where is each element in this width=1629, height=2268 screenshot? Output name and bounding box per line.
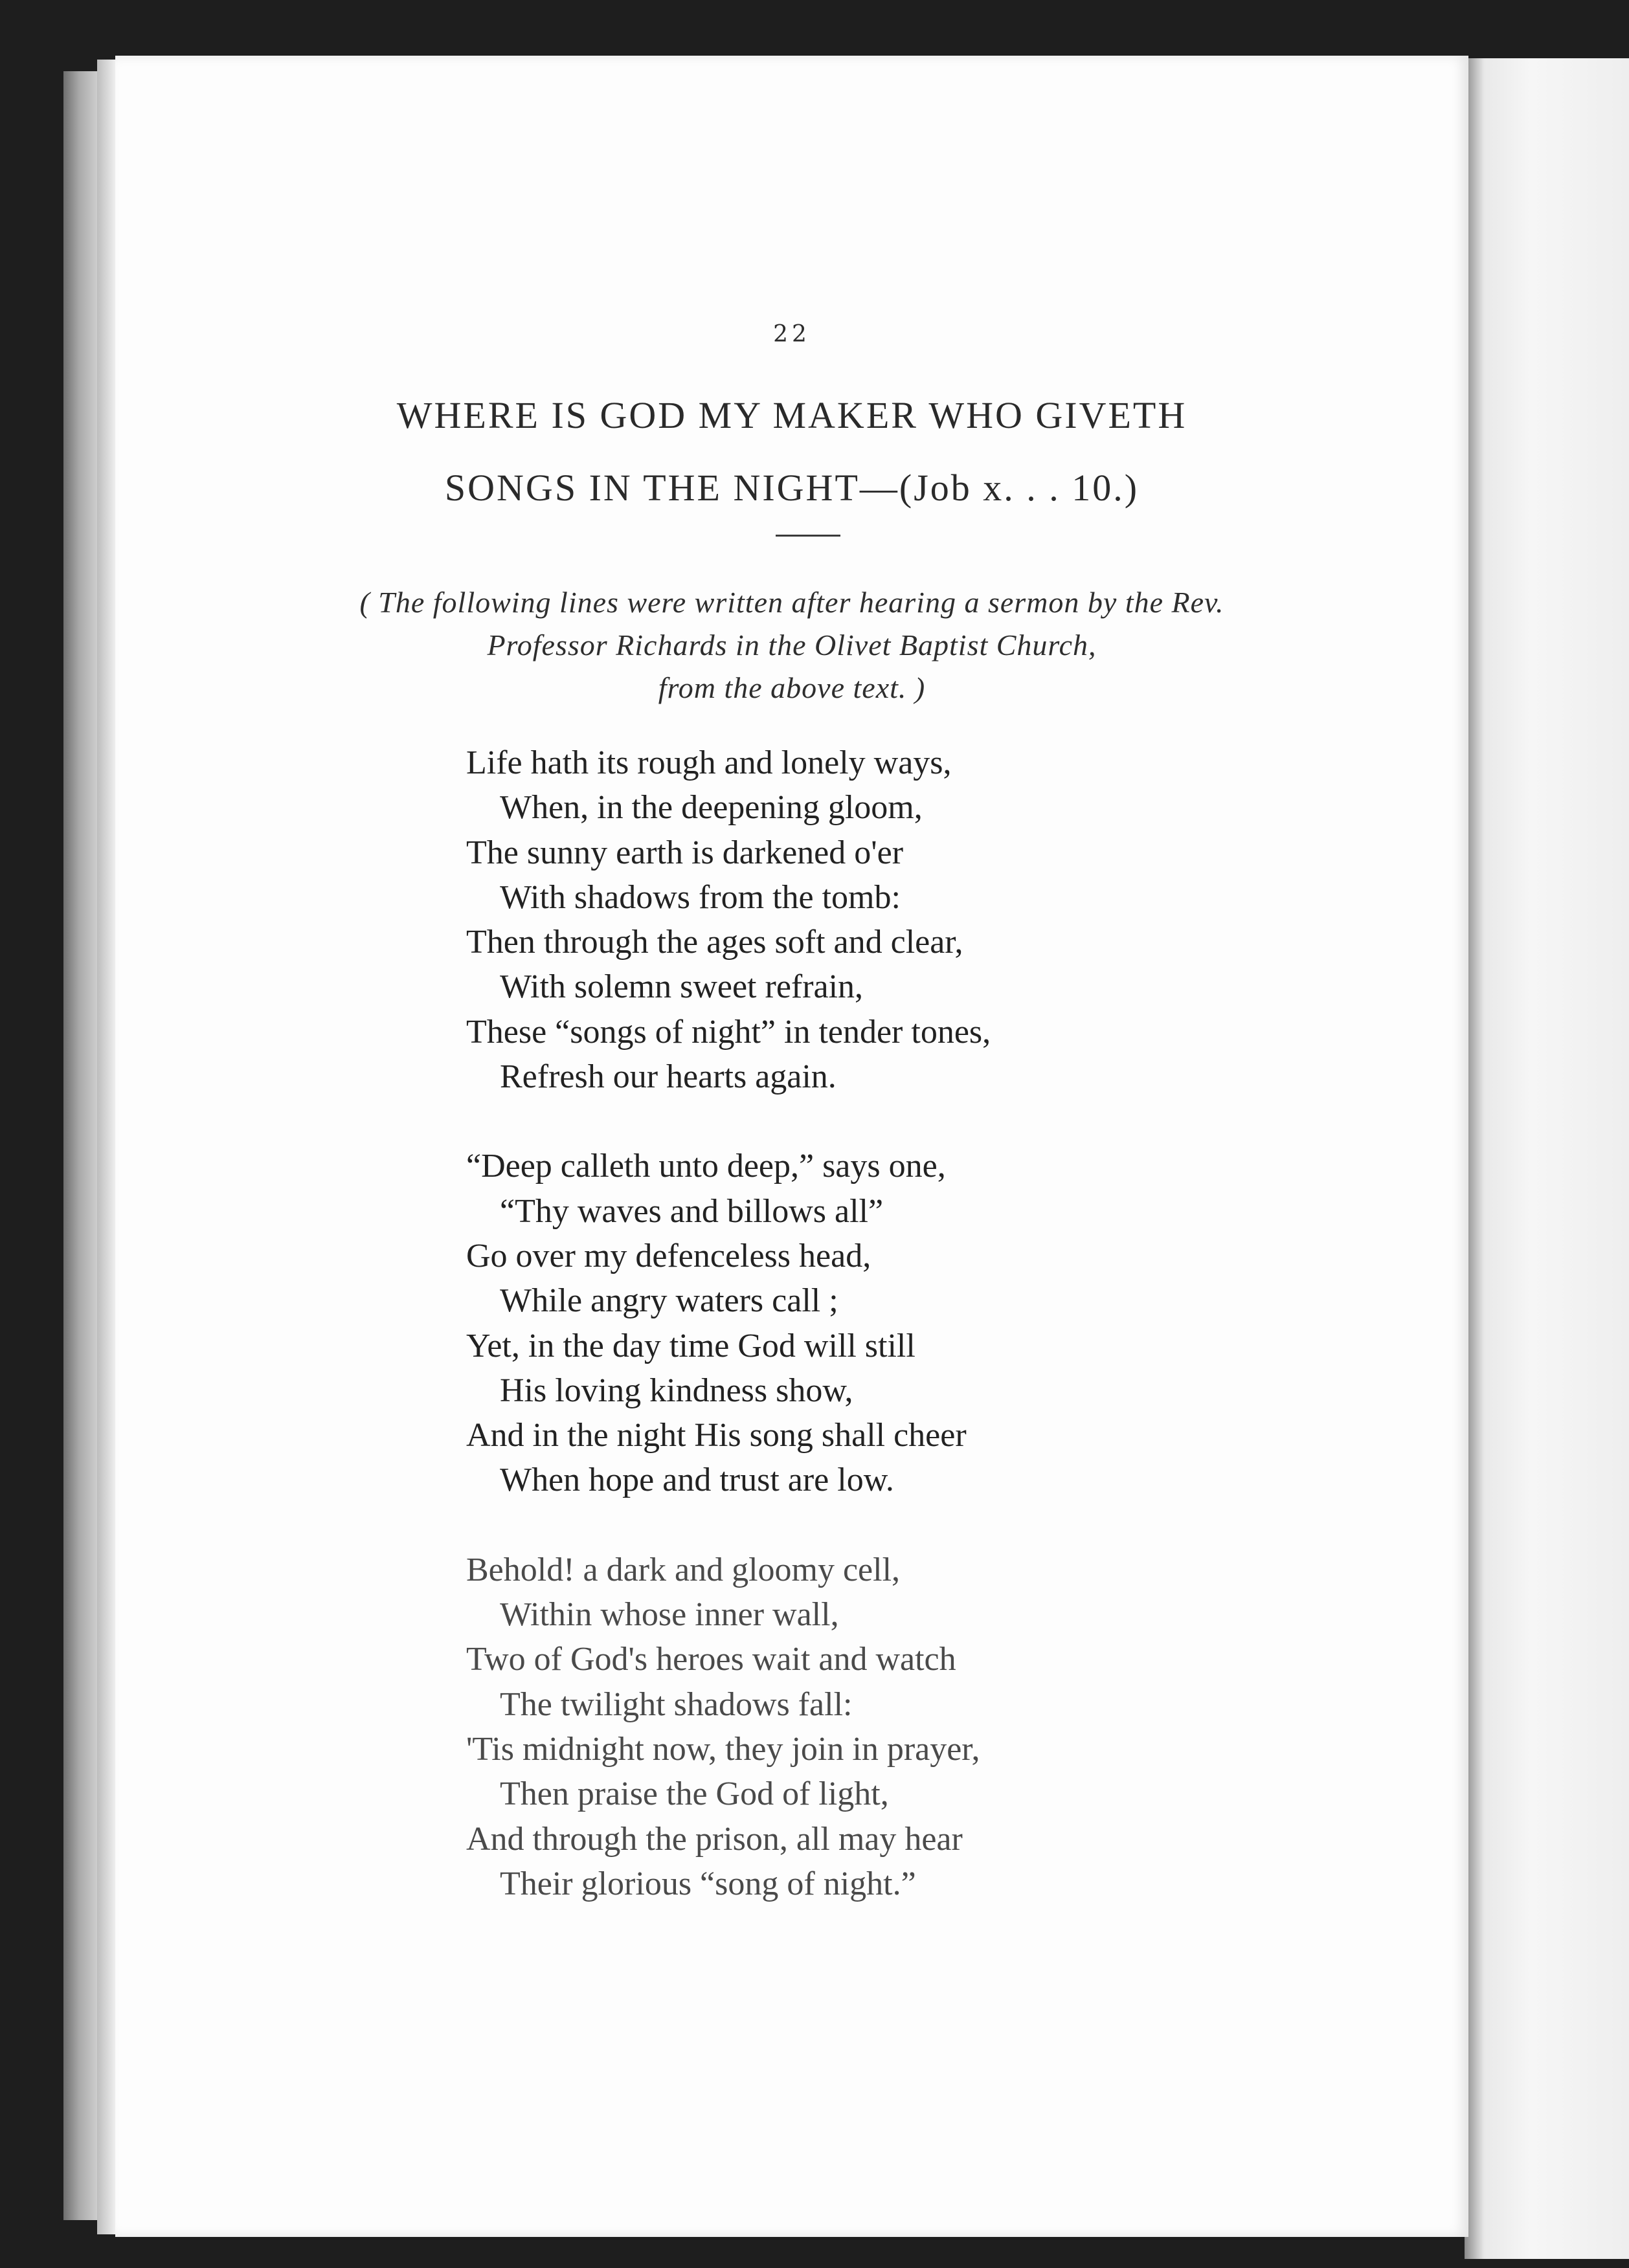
stanza	[466, 1548, 1308, 1906]
stanza	[466, 1144, 1308, 1502]
verse-line: Yet, in the day time God will still	[466, 1327, 916, 1364]
note-line: ( The following lines were written after hearing a sermon by the Rev.	[359, 586, 1224, 619]
verse-line: Life hath its rough and lonely ways,	[466, 744, 952, 781]
verse-line: Within whose inner wall,	[500, 1596, 839, 1634]
verse-line: “Deep calleth unto deep,” says one,	[466, 1148, 946, 1185]
verse-line: With shadows from the tomb:	[500, 878, 901, 916]
verse-line: Then through the ages soft and clear,	[466, 924, 963, 961]
verse-line: His loving kindness show,	[500, 1372, 853, 1409]
title-divider	[776, 535, 840, 537]
stanza	[466, 740, 1308, 1099]
page-edge-shadow	[63, 71, 102, 2220]
title-line: WHERE IS GOD MY MAKER WHO GIVETH	[396, 394, 1187, 436]
verse-line: The sunny earth is darkened o'er	[466, 834, 904, 871]
verse-line: Then praise the God of light,	[500, 1775, 889, 1813]
verse-line: Go over my defenceless head,	[466, 1237, 871, 1274]
verse-line: While angry waters call ;	[500, 1282, 838, 1320]
page-number: 22	[773, 321, 811, 348]
verse-line: With solemn sweet refrain,	[500, 968, 864, 1006]
verse-line: These “songs of night” in tender tones,	[466, 1013, 991, 1051]
verse-line: Behold! a dark and gloomy cell,	[466, 1551, 901, 1588]
note-line: Professor Richards in the Olivet Baptist Church,	[487, 628, 1097, 662]
verse-line: 'Tis midnight now, they join in prayer,	[466, 1730, 980, 1768]
note-line: from the above text. )	[658, 671, 926, 704]
verse-line: Two of God's heroes wait and watch	[466, 1641, 956, 1678]
poem-title	[115, 379, 1468, 524]
poem-body	[466, 740, 1308, 1951]
title-line: SONGS IN THE NIGHT—(Job x. . . 10.)	[444, 467, 1140, 509]
verse-line: When, in the deepening gloom,	[500, 789, 923, 827]
verse-line: Refresh our hearts again.	[500, 1058, 837, 1096]
book-page	[115, 56, 1468, 2237]
italic-note	[115, 581, 1468, 709]
verse-line: “Thy waves and billows all”	[500, 1192, 884, 1230]
page-edge	[97, 60, 117, 2234]
verse-line: The twilight shadows fall:	[500, 1685, 853, 1723]
verse-line: And in the night His song shall cheer	[466, 1417, 967, 1454]
verse-line: When hope and trust are low.	[500, 1462, 894, 1499]
verse-line: And through the prison, all may hear	[466, 1820, 963, 1858]
verse-line: Their glorious “song of night.”	[500, 1865, 916, 1902]
adjacent-page-edge	[1465, 58, 1629, 2259]
